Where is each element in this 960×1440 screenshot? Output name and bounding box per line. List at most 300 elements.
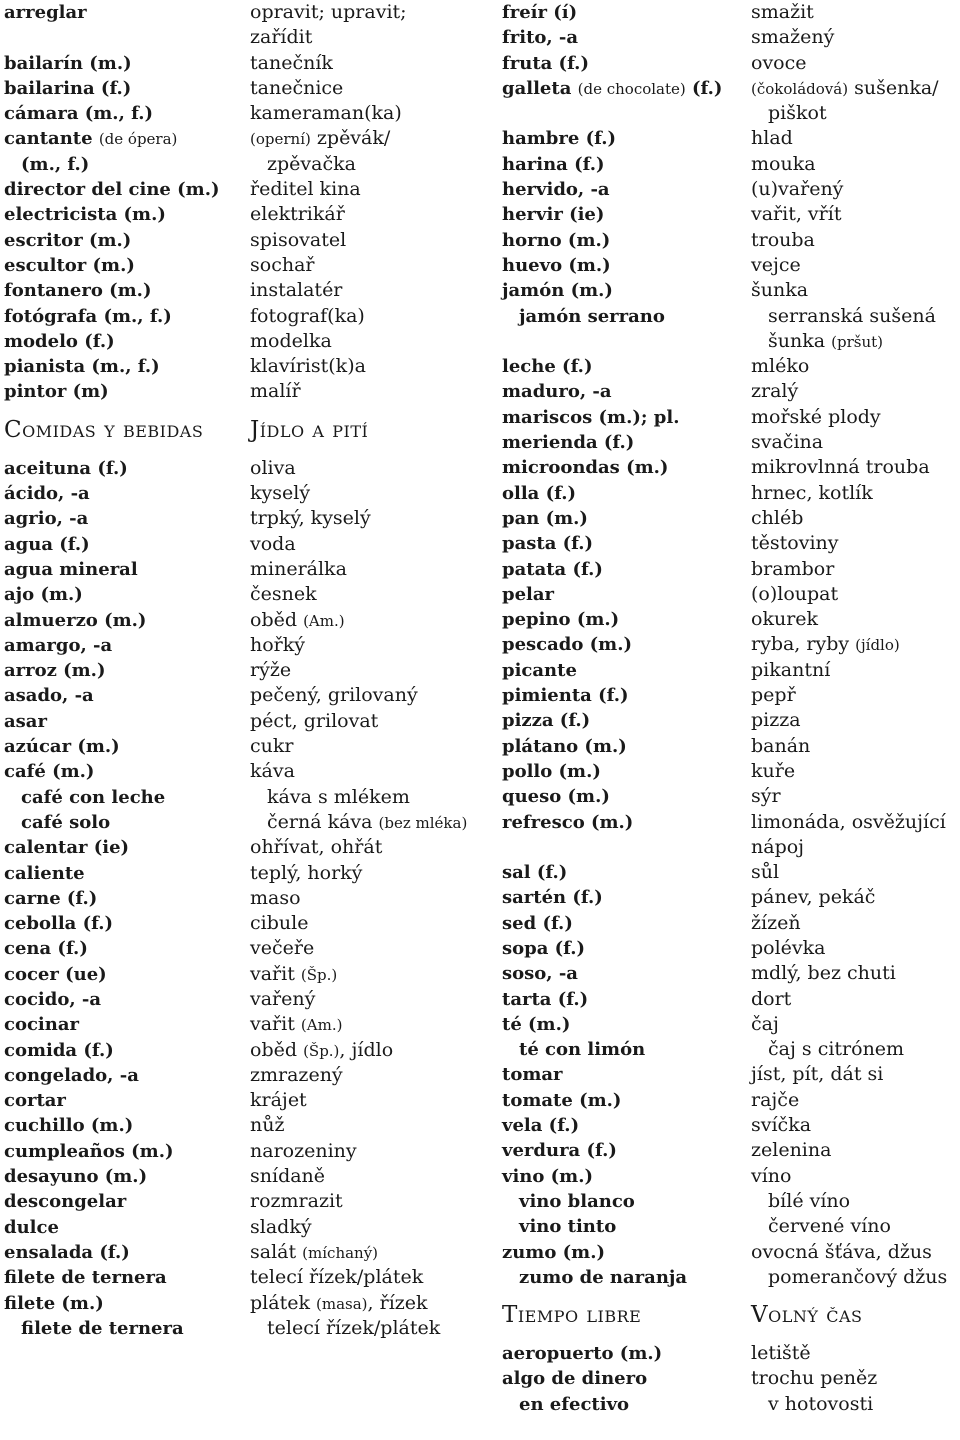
entry-text: verdura (f.) (502, 1140, 617, 1162)
entry-text: modelo (f.) (4, 330, 115, 352)
glossary-entry (751, 759, 960, 784)
glossary-entry (4, 456, 248, 481)
glossary-entry (751, 25, 960, 50)
glossary-entry (751, 1214, 960, 1239)
glossary-entry (250, 25, 498, 50)
glossary-entry (4, 354, 248, 379)
entry-text: elektrikář (250, 203, 345, 226)
entry-text: vařený (250, 987, 316, 1010)
entry-text: algo de dinero (502, 1368, 648, 1390)
glossary-entry (250, 759, 498, 784)
entry-text: telecí řízek/plátek (267, 1316, 441, 1339)
entry-text: azúcar (m.) (4, 736, 120, 758)
entry-text: limonáda, osvěžující (751, 810, 946, 833)
entry-text: zralý (751, 380, 799, 403)
entry-text: vino tinto (519, 1216, 617, 1238)
entry-text: zumo de naranja (519, 1266, 688, 1288)
glossary-entry (4, 658, 248, 683)
entry-text: calentar (ie) (4, 837, 130, 859)
glossary-entry (502, 304, 748, 329)
entry-text: en efectivo (519, 1393, 630, 1415)
entry-text: comida (f.) (4, 1039, 114, 1061)
entry-text: escultor (m.) (4, 254, 135, 276)
section-heading (751, 1290, 960, 1341)
entry-suffix: , řízek (367, 1291, 428, 1314)
entry-text: červené víno (768, 1215, 891, 1238)
glossary-entry (4, 962, 248, 987)
glossary-entry (502, 582, 748, 607)
entry-text: picante (502, 659, 577, 681)
entry-text: víno (751, 1164, 792, 1187)
entry-text: vela (f.) (502, 1115, 580, 1137)
entry-text: pečený, grilovaný (250, 684, 418, 707)
entry-text: jamón (m.) (502, 280, 613, 302)
glossary-entry (250, 1316, 498, 1341)
glossary-entry (751, 683, 960, 708)
entry-text: ryba, ryby (751, 633, 850, 656)
glossary-entry (502, 1214, 748, 1239)
entry-text: sochař (250, 253, 315, 276)
glossary-entry (250, 1265, 498, 1290)
glossary-entry (751, 177, 960, 202)
entry-note: (čokoládová) (751, 79, 849, 98)
entry-text: vařit, vřít (751, 203, 842, 226)
entry-text: šunka (768, 329, 826, 352)
entry-text: zelenina (751, 1139, 832, 1162)
entry-text: ovocná šťáva, džus (751, 1240, 932, 1263)
entry-text: asado, -a (4, 685, 94, 707)
entry-text: almuerzo (m.) (4, 609, 147, 631)
entry-text: v hotovosti (768, 1392, 874, 1415)
entry-note: (Šp.) (303, 1041, 340, 1060)
glossary-entry (751, 1088, 960, 1113)
entry-text: smažit (751, 1, 814, 23)
glossary-entry (250, 835, 498, 860)
entry-note: (bez mléka) (378, 813, 468, 832)
glossary-entry (502, 152, 748, 177)
entry-text: zmrazený (250, 1063, 343, 1086)
glossary-entry (250, 379, 498, 404)
entry-text: oliva (250, 456, 296, 479)
glossary-entry (4, 1189, 248, 1214)
glossary-entry (4, 253, 248, 278)
glossary-entry (502, 1138, 748, 1163)
entry-text: pepř (751, 684, 796, 707)
entry-text: brambor (751, 557, 835, 580)
glossary-entry (250, 481, 498, 506)
glossary-entry (502, 911, 748, 936)
entry-text: káva (250, 760, 295, 783)
glossary-entry (4, 1265, 248, 1290)
entry-text: zpěvačka (267, 152, 356, 175)
glossary-entry (4, 379, 248, 404)
glossary-entry (250, 1164, 498, 1189)
glossary-entry (751, 455, 960, 480)
entry-suffix: , jídlo (339, 1038, 394, 1061)
entry-text: pan (m.) (502, 507, 588, 529)
entry-text: letiště (751, 1342, 811, 1365)
entry-text: teplý, horký (250, 861, 363, 884)
glossary-entry (751, 1240, 960, 1265)
glossary-entry (502, 76, 748, 101)
entry-text: kyselý (250, 482, 311, 505)
glossary-entry (250, 911, 498, 936)
entry-text: zpěvák/ (316, 127, 391, 150)
entry-text: hambre (f.) (502, 128, 616, 150)
glossary-entry (4, 1215, 248, 1240)
glossary-entry (4, 0, 248, 25)
glossary-entry (751, 0, 960, 25)
glossary-entry (751, 1037, 960, 1062)
entry-text: pizza (751, 709, 801, 732)
glossary-entry (502, 683, 748, 708)
entry-text: Comidas y bebidas (4, 416, 204, 443)
glossary-entry (250, 734, 498, 759)
entry-text: fotograf(ka) (250, 304, 365, 327)
entry-text: Tiempo libre (502, 1302, 642, 1329)
entry-text: pizza (f.) (502, 710, 591, 732)
glossary-entry (4, 683, 248, 708)
glossary-entry (751, 202, 960, 227)
entry-text: horno (m.) (502, 229, 611, 251)
entry-text: cocinar (4, 1014, 79, 1036)
entry-text: frito, -a (502, 27, 579, 49)
glossary-entry (502, 278, 748, 303)
entry-text: mariscos (m.); pl. (502, 406, 680, 428)
glossary-entry (4, 76, 248, 101)
entry-text: ensalada (f.) (4, 1241, 130, 1263)
entry-text: trochu peněz (751, 1367, 878, 1390)
glossary-entry (502, 531, 748, 556)
glossary-entry (250, 1240, 498, 1265)
entry-text: leche (f.) (502, 356, 593, 378)
glossary-entry (751, 1265, 960, 1290)
glossary-entry (4, 861, 248, 886)
glossary-entry (4, 886, 248, 911)
entry-text: cibule (250, 912, 309, 935)
glossary-entry (751, 1366, 960, 1391)
glossary-entry (250, 101, 498, 126)
spanish-column-right (502, 0, 748, 1417)
entry-text: pomerančový džus (768, 1265, 948, 1288)
entry-text: hervir (ie) (502, 204, 605, 226)
entry-text: pánev, pekáč (751, 886, 876, 909)
glossary-entry (751, 152, 960, 177)
entry-text: pimienta (f.) (502, 685, 629, 707)
glossary-entry (751, 734, 960, 759)
glossary-entry (4, 202, 248, 227)
entry-text: filete (m.) (4, 1292, 104, 1314)
glossary-entry (502, 253, 748, 278)
entry-note: (masa) (316, 1294, 368, 1313)
entry-text: vařit (250, 1013, 295, 1036)
entry-text: hervido, -a (502, 179, 610, 201)
entry-text: čaj (751, 1012, 779, 1035)
entry-text: oběd (250, 1038, 298, 1061)
glossary-entry (4, 835, 248, 860)
entry-text: mikrovlnná trouba (751, 456, 930, 479)
glossary-entry (502, 607, 748, 632)
entry-text: tomate (m.) (502, 1089, 622, 1111)
entry-text: mouka (751, 152, 816, 175)
glossary-entry (751, 481, 960, 506)
entry-text: asar (4, 710, 47, 732)
entry-text: sed (f.) (502, 912, 573, 934)
entry-text: Jídlo a pití (250, 416, 369, 443)
entry-text: klavírist(k)a (250, 355, 366, 378)
entry-text: káva s mlékem (267, 785, 410, 808)
glossary-entry (751, 278, 960, 303)
glossary-entry (751, 557, 960, 582)
blank-line (502, 101, 748, 126)
entry-text: agua mineral (4, 558, 138, 580)
glossary-entry (250, 456, 498, 481)
entry-text: freír (í) (502, 2, 578, 23)
entry-text: arreglar (4, 2, 87, 23)
entry-suffix: (f.) (685, 77, 723, 99)
glossary-entry (751, 784, 960, 809)
entry-text: dort (751, 987, 792, 1010)
glossary-entry (250, 1113, 498, 1138)
glossary-entry (751, 1392, 960, 1417)
entry-text: sušenka/ (854, 76, 939, 99)
glossary-entry (250, 1012, 498, 1037)
glossary-entry (4, 1088, 248, 1113)
blank-line (4, 25, 248, 50)
glossary-entry (502, 1265, 748, 1290)
entry-text: sůl (751, 861, 780, 884)
glossary-entry (250, 658, 498, 683)
entry-text: cuchillo (m.) (4, 1115, 134, 1137)
glossary-entry (250, 608, 498, 633)
entry-text: té con limón (519, 1039, 646, 1061)
entry-text: refresco (m.) (502, 811, 634, 833)
entry-text: cantante (4, 128, 93, 150)
entry-text: šunka (751, 279, 809, 302)
glossary-entry (502, 1366, 748, 1391)
entry-text: zumo (m.) (502, 1241, 605, 1263)
glossary-entry (250, 278, 498, 303)
glossary-entry (250, 633, 498, 658)
entry-text: cebolla (f.) (4, 913, 114, 935)
glossary-entry (502, 354, 748, 379)
entry-text: director del cine (m.) (4, 179, 220, 201)
entry-text: ředitel kina (250, 178, 361, 201)
glossary-entry (250, 785, 498, 810)
entry-text: serranská sušená (768, 304, 936, 327)
glossary-entry (250, 1291, 498, 1316)
glossary-entry (250, 1139, 498, 1164)
entry-text: voda (250, 532, 296, 555)
entry-text: filete de ternera (4, 1267, 167, 1289)
glossary-entry (502, 379, 748, 404)
glossary-entry (502, 405, 748, 430)
glossary-entry (4, 709, 248, 734)
entry-text: maso (250, 886, 301, 909)
glossary-entry (4, 481, 248, 506)
entry-text: hořký (250, 633, 306, 656)
entry-text: cámara (m., f.) (4, 103, 153, 125)
entry-text: večeře (250, 937, 315, 960)
glossary-entry (502, 632, 748, 657)
entry-text: harina (f.) (502, 153, 605, 175)
entry-text: pikantní (751, 658, 831, 681)
glossary-entry (751, 76, 960, 101)
entry-text: piškot (768, 102, 827, 125)
glossary-entry (4, 810, 248, 835)
entry-text: tanečník (250, 51, 333, 74)
glossary-entry (751, 531, 960, 556)
entry-text: mořské plody (751, 405, 881, 428)
entry-text: café (m.) (4, 761, 95, 783)
entry-text: instalatér (250, 279, 343, 302)
glossary-entry (751, 51, 960, 76)
glossary-entry (502, 51, 748, 76)
glossary-entry (4, 734, 248, 759)
entry-text: narozeniny (250, 1139, 357, 1162)
entry-text: tomar (502, 1064, 563, 1086)
glossary-entry (250, 886, 498, 911)
entry-text: cena (f.) (4, 938, 88, 960)
entry-text: modelka (250, 329, 332, 352)
entry-text: maduro, -a (502, 381, 612, 403)
entry-text: spisovatel (250, 228, 347, 251)
entry-text: café con leche (21, 786, 166, 808)
czech-column-right (751, 0, 960, 1417)
entry-text: salát (250, 1240, 297, 1263)
entry-text: carne (f.) (4, 887, 98, 909)
entry-text: černá káva (267, 810, 373, 833)
glossary-entry (751, 632, 960, 657)
entry-text: filete de ternera (21, 1317, 184, 1339)
glossary-entry (250, 532, 498, 557)
entry-text: cumpleaños (m.) (4, 1140, 174, 1162)
entry-text: patata (f.) (502, 558, 603, 580)
entry-text: pianista (m., f.) (4, 356, 160, 378)
entry-text: tanečnice (250, 76, 344, 99)
spanish-column-left (4, 0, 248, 1341)
glossary-entry (751, 860, 960, 885)
glossary-entry (250, 1088, 498, 1113)
glossary-entry (4, 278, 248, 303)
entry-text: ácido, -a (4, 483, 90, 505)
entry-note: (Am.) (300, 1016, 343, 1035)
glossary-entry (502, 987, 748, 1012)
glossary-entry (751, 607, 960, 632)
glossary-entry (250, 51, 498, 76)
glossary-entry (250, 1215, 498, 1240)
glossary-entry (502, 177, 748, 202)
glossary-entry (751, 1113, 960, 1138)
entry-text: vino blanco (519, 1190, 635, 1212)
glossary-entry (751, 430, 960, 455)
entry-text: fruta (f.) (502, 52, 589, 74)
glossary-entry (502, 1240, 748, 1265)
entry-text: plátano (m.) (502, 735, 627, 757)
glossary-entry (502, 1062, 748, 1087)
entry-text: jamón serrano (519, 305, 665, 327)
entry-text: hlad (751, 127, 793, 150)
glossary-entry (4, 1063, 248, 1088)
glossary-entry (502, 557, 748, 582)
glossary-entry (4, 911, 248, 936)
glossary-entry (751, 708, 960, 733)
glossary-entry (502, 1088, 748, 1113)
glossary-entry (250, 202, 498, 227)
glossary-entry (250, 810, 498, 835)
glossary-entry (751, 835, 960, 860)
blank-line (502, 329, 748, 354)
entry-text: queso (m.) (502, 786, 610, 808)
entry-text: zařídit (250, 26, 313, 49)
entry-text: aeropuerto (m.) (502, 1343, 663, 1365)
glossary-entry (751, 911, 960, 936)
glossary-entry (751, 885, 960, 910)
glossary-entry (751, 506, 960, 531)
entry-text: opravit; upravit; (250, 1, 407, 23)
entry-text: mdlý, bez chuti (751, 962, 896, 985)
glossary-entry (250, 1063, 498, 1088)
entry-text: telecí řízek/plátek (250, 1266, 424, 1289)
entry-text: sal (f.) (502, 862, 568, 884)
glossary-entry (4, 759, 248, 784)
entry-text: kuře (751, 759, 796, 782)
glossary-entry (502, 759, 748, 784)
entry-text: olla (f.) (502, 482, 577, 504)
glossary-entry (502, 228, 748, 253)
glossary-entry (4, 582, 248, 607)
glossary-entry (502, 1341, 748, 1366)
glossary-entry (4, 1139, 248, 1164)
glossary-entry (502, 202, 748, 227)
entry-text: pescado (m.) (502, 634, 632, 656)
glossary-entry (751, 101, 960, 126)
glossary-entry (4, 785, 248, 810)
glossary-entry (250, 936, 498, 961)
entry-text: vino (m.) (502, 1165, 594, 1187)
glossary-entry (4, 987, 248, 1012)
glossary-entry (250, 557, 498, 582)
glossary-entry (502, 506, 748, 531)
entry-text: trouba (751, 228, 815, 251)
glossary-entry (250, 861, 498, 886)
glossary-entry (250, 582, 498, 607)
entry-text: banán (751, 734, 811, 757)
entry-text: sýr (751, 785, 781, 808)
glossary-entry (502, 1012, 748, 1037)
entry-text: nápoj (751, 835, 805, 858)
glossary-entry (751, 1062, 960, 1087)
entry-text: polévka (751, 936, 826, 959)
entry-text: rajče (751, 1088, 800, 1111)
glossary-entry (250, 152, 498, 177)
glossary-entry (4, 101, 248, 126)
glossary-entry (4, 1012, 248, 1037)
entry-text: pelar (502, 583, 555, 605)
entry-text: (o)loupat (751, 582, 839, 605)
glossary-entry (4, 228, 248, 253)
glossary-entry (4, 1316, 248, 1341)
glossary-entry (502, 481, 748, 506)
glossary-entry (4, 1240, 248, 1265)
entry-text: descongelar (4, 1191, 127, 1213)
glossary-entry (4, 1038, 248, 1063)
entry-note: (pršut) (831, 332, 883, 351)
glossary-entry (250, 304, 498, 329)
glossary-entry (502, 455, 748, 480)
glossary-entry (502, 0, 748, 25)
entry-text: jíst, pít, dát si (751, 1063, 884, 1086)
